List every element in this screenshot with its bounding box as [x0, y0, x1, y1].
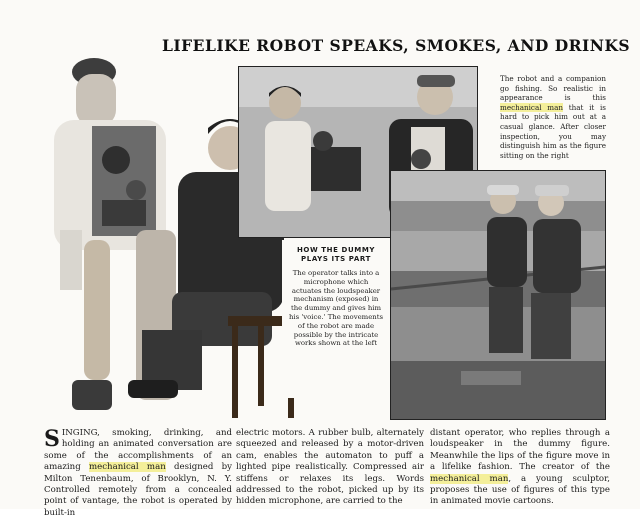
article-column-2: electric motors. A rubber bulb, alternately squeezed and released by a motor-driven cam, enables the automaton to puff a lighted pipe realistically. Compressed air stiffens or relaxes its legs. Words addressed to the robot, picked up by its hidden microphone, are carried to the — [236, 428, 424, 507]
caption-body: The operator talks into a microphone which actuates the loudspeaker mechanism (exposed) in the dummy and gives him his 'voice.' The movements of the robot are made possible by the intricate works shown at the left — [288, 269, 384, 348]
article-text: distant operator, who replies through a loudspeaker in the dummy figure. Meanwhile the lips of the figure move in a lifelike fashion. The creator of the — [430, 428, 610, 473]
how-dummy-plays-caption — [282, 240, 390, 398]
article-highlight: mechanical man — [88, 462, 166, 473]
article-column-1 — [44, 428, 232, 519]
fishing-scene-photo — [390, 170, 606, 420]
article-column-3 — [430, 428, 610, 508]
article-text: , a young sculptor, proposes the use of figures of this type in animated movie cartoons. — [430, 473, 610, 507]
headline: LIFELIKE ROBOT SPEAKS, SMOKES, AND DRINKS — [162, 36, 631, 55]
article-text: INGING, smoking, drinking, and holding an animated conversation are some of the accomplishments of an amazing — [44, 428, 232, 473]
drop-cap: S — [44, 426, 60, 452]
fishing-photo-caption — [500, 74, 606, 160]
caption-highlight: mechanical man — [500, 102, 563, 112]
caption-text: that it is hard to pick him out at a casual glance. After closer inspection, you may distinguish him as the figure sitting on the right — [500, 102, 606, 160]
caption-text: The robot and a companion go fishing. So realistic in appearance is this — [500, 74, 606, 103]
caption-title: HOW THE DUMMY PLAYS ITS PART — [296, 246, 376, 263]
article-highlight: mechanical man — [430, 473, 509, 484]
article-text: designed by Milton Tenenbaum, of Brooklyn, N. Y. Controlled remotely from a concealed point of vantage, the robot is operated by built-in — [44, 462, 232, 518]
